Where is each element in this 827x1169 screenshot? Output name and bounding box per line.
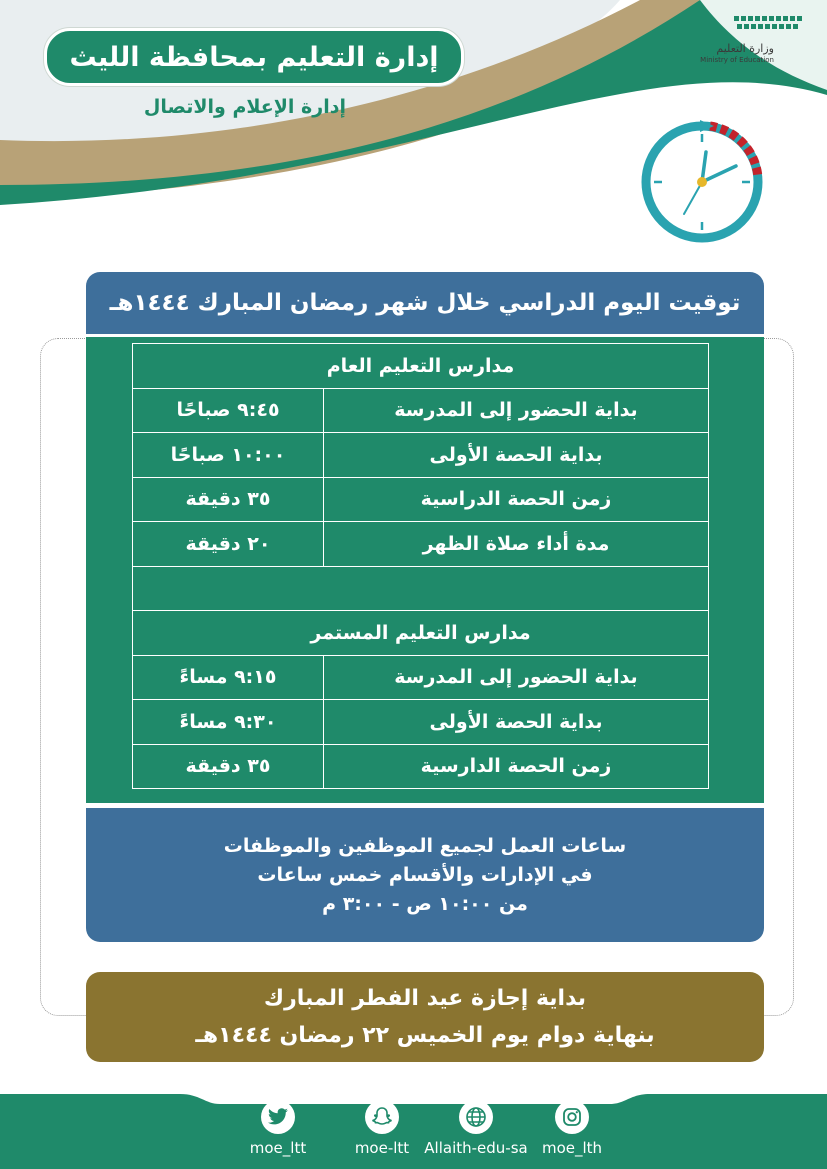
eid-holiday-box (86, 972, 764, 1062)
social-instagram[interactable] (502, 1100, 642, 1160)
table-row (133, 611, 709, 656)
page-subtitle: إدارة الإعلام والاتصال (143, 96, 346, 118)
row-label: بداية الحصة الأولى (324, 700, 709, 745)
ministry-name-ar: وزارة التعليم (716, 42, 774, 55)
schedule-table (132, 343, 709, 789)
table-row (133, 388, 709, 433)
spacer-row (133, 566, 709, 611)
table-row (133, 522, 709, 567)
snapchat-icon (365, 1100, 399, 1134)
ministry-logo-icon (732, 12, 804, 38)
row-value: ٢٠ دقيقة (133, 522, 324, 567)
table-row (133, 433, 709, 478)
row-value: ٩:١٥ مساءً (133, 655, 324, 700)
row-label: بداية الحضور إلى المدرسة (324, 655, 709, 700)
work-hours-line-1: ساعات العمل لجميع الموظفين والموظفات (223, 834, 627, 857)
table-row (133, 477, 709, 522)
instagram-icon (555, 1100, 589, 1134)
social-handle: moe_ltt (249, 1139, 307, 1157)
general-schools-heading: مدارس التعليم العام (133, 344, 709, 389)
row-value: ١٠:٠٠ صباحًا (133, 433, 324, 478)
work-hours-box (86, 808, 764, 942)
row-label: بداية الحضور إلى المدرسة (324, 388, 709, 433)
row-label: مدة أداء صلاة الظهر (324, 522, 709, 567)
work-hours-line-3: من ١٠:٠٠ ص - ٣:٠٠ م (322, 892, 528, 915)
row-value: ٣٥ دقيقة (133, 744, 324, 789)
table-row (133, 566, 709, 611)
row-label: بداية الحصة الأولى (324, 433, 709, 478)
globe-icon (459, 1100, 493, 1134)
table-row (133, 655, 709, 700)
page-title: إدارة التعليم بمحافظة الليث (44, 28, 464, 86)
social-handle: moe_lth (541, 1139, 603, 1157)
row-label: زمن الحصة الدارسية (324, 744, 709, 789)
row-label: زمن الحصة الدراسية (324, 477, 709, 522)
row-value: ٣٥ دقيقة (133, 477, 324, 522)
row-value: ٩:٣٠ مساءً (133, 700, 324, 745)
ministry-name-en: Ministry of Education (700, 56, 774, 64)
clock-icon (638, 116, 766, 244)
continuing-schools-heading: مدارس التعليم المستمر (133, 611, 709, 656)
work-hours-line-2: في الإدارات والأقسام خمس ساعات (257, 863, 593, 886)
eid-line-2: بنهاية دوام يوم الخميس ٢٢ رمضان ١٤٤٤هـ (195, 1023, 655, 1048)
row-value: ٩:٤٥ صباحًا (133, 388, 324, 433)
schedule-banner: توقيت اليوم الدراسي خلال شهر رمضان المبارك ١٤٤٤هـ (86, 272, 764, 334)
table-row (133, 700, 709, 745)
social-handle: Allaith-edu-sa (424, 1139, 528, 1157)
twitter-icon (261, 1100, 295, 1134)
social-handle: moe-ltt (354, 1139, 410, 1157)
eid-line-1: بداية إجازة عيد الفطر المبارك (263, 986, 587, 1011)
table-row (133, 344, 709, 389)
table-row (133, 744, 709, 789)
